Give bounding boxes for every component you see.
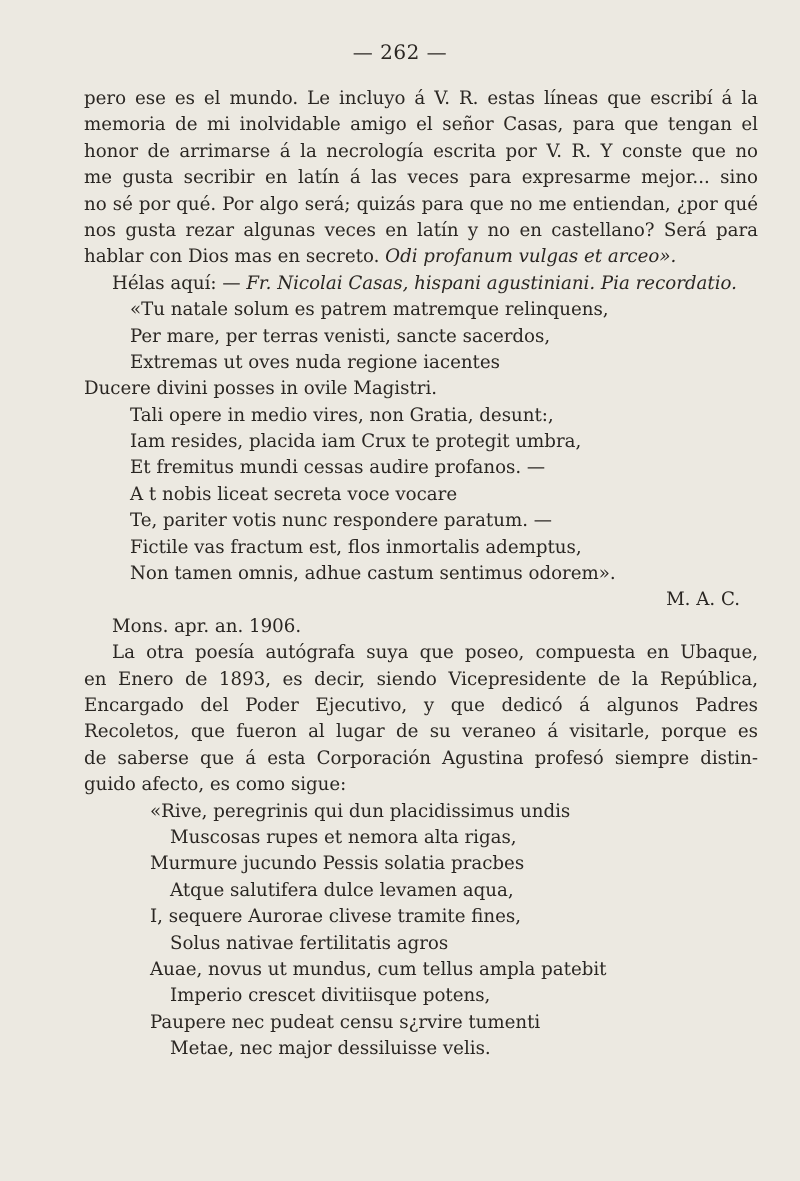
poem-2 — [84, 799, 758, 1063]
verse-line: Tali opere in medio vires, non Gratia, desunt:, — [130, 404, 554, 426]
dedication-intro: Hélas aquí: — — [112, 272, 241, 294]
verse-line: Auae, novus ut mundus, cum tellus ampla patebit — [150, 958, 607, 980]
prose-line: no sé por qué. Por algo será; quizás para que no me entiendan, ¿por qué — [84, 193, 758, 215]
prose-line: Recoletos, que fueron al lugar de su veraneo á visitarle, porque es — [84, 721, 758, 743]
prose-line: honor de arrimarse á la necrología escrita por V. R. Y conste que no — [84, 140, 758, 162]
prose-line: nos gusta rezar algunas veces en latín y no en castellano? Será para — [84, 219, 758, 241]
prose-paragraph-2 — [84, 640, 758, 772]
dedication-line — [84, 271, 758, 297]
verse-line: Paupere nec pudeat censu s¿rvire tumenti — [150, 1011, 541, 1033]
page-body — [84, 86, 758, 1062]
verse-line: Non tamen omnis, adhue castum sentimus odorem». — [130, 563, 616, 585]
prose-paragraph-1-last-line — [84, 244, 758, 270]
prose-paragraph-1 — [84, 86, 758, 244]
prose-paragraph-2-last-line: guido afecto, es como sigue: — [84, 774, 347, 796]
verse-line: Imperio crescet divitiisque potens, — [170, 985, 491, 1007]
verse-line: «Tu natale solum es patrem matremque relinquens, — [130, 299, 609, 321]
prose-text: hablar con Dios mas en secreto. — [84, 246, 380, 268]
verse-line: Metae, nec major dessiluisse velis. — [170, 1038, 491, 1060]
prose-line: pero ese es el mundo. Le incluyo á V. R. estas líneas que escribí á la — [84, 88, 758, 109]
verse-line: A t nobis liceat secreta voce vocare — [130, 483, 458, 505]
signature: M. A. C. — [666, 589, 740, 611]
verse-line: Fictile vas fractum est, flos inmortalis ademptus, — [130, 536, 582, 558]
prose-line: memoria de mi inolvidable amigo el señor Casas, para que tengan el — [84, 114, 758, 136]
poem-1 — [84, 297, 758, 587]
verse-line: Atque salutifera dulce levamen aqua, — [170, 879, 514, 901]
verse-line: Iam resides, placida iam Crux te protegit umbra, — [130, 431, 582, 453]
verse-line: Per mare, per terras venisti, sancte sacerdos, — [130, 325, 551, 347]
place-date: Mons. apr. an. 1906. — [112, 615, 302, 637]
verse-line: I, sequere Aurorae clivese tramite fines, — [150, 906, 521, 928]
prose-line: me gusta secribir en latín á las veces para expresarme mejor... sino — [84, 167, 758, 189]
verse-line: Te, pariter votis nunc respondere paratum. — — [130, 510, 552, 532]
verse-line: Solus nativae fertilitatis agros — [170, 932, 449, 954]
prose-line: en Enero de 1893, es decir, siendo Vicepresidente de la República, — [84, 668, 758, 690]
verse-line: Ducere divini posses in ovile Magistri. — [84, 378, 438, 400]
verse-line: Murmure jucundo Pessis solatia pracbes — [150, 853, 525, 875]
page-number: — 262 — — [352, 40, 448, 64]
latin-quote: Odi profanum vulgas et arceo». — [385, 246, 677, 268]
verse-line: «Rive, peregrinis qui dun placidissimus undis — [150, 800, 571, 822]
verse-line: Extremas ut oves nuda regione iacentes — [130, 351, 500, 373]
prose-line: de saberse que á esta Corporación Agustina profesó siempre distin- — [84, 747, 758, 769]
prose-line: La otra poesía autógrafa suya que poseo, compuesta en Ubaque, — [112, 642, 758, 664]
verse-line: Muscosas rupes et nemora alta rigas, — [170, 826, 517, 848]
verse-line: Et fremitus mundi cessas audire profanos. — — [130, 457, 546, 479]
dedication-title: Fr. Nicolai Casas, hispani agustiniani. Pia recordatio. — [246, 272, 737, 294]
prose-line: Encargado del Poder Ejecutivo, y que dedicó á algunos Padres — [84, 694, 758, 716]
